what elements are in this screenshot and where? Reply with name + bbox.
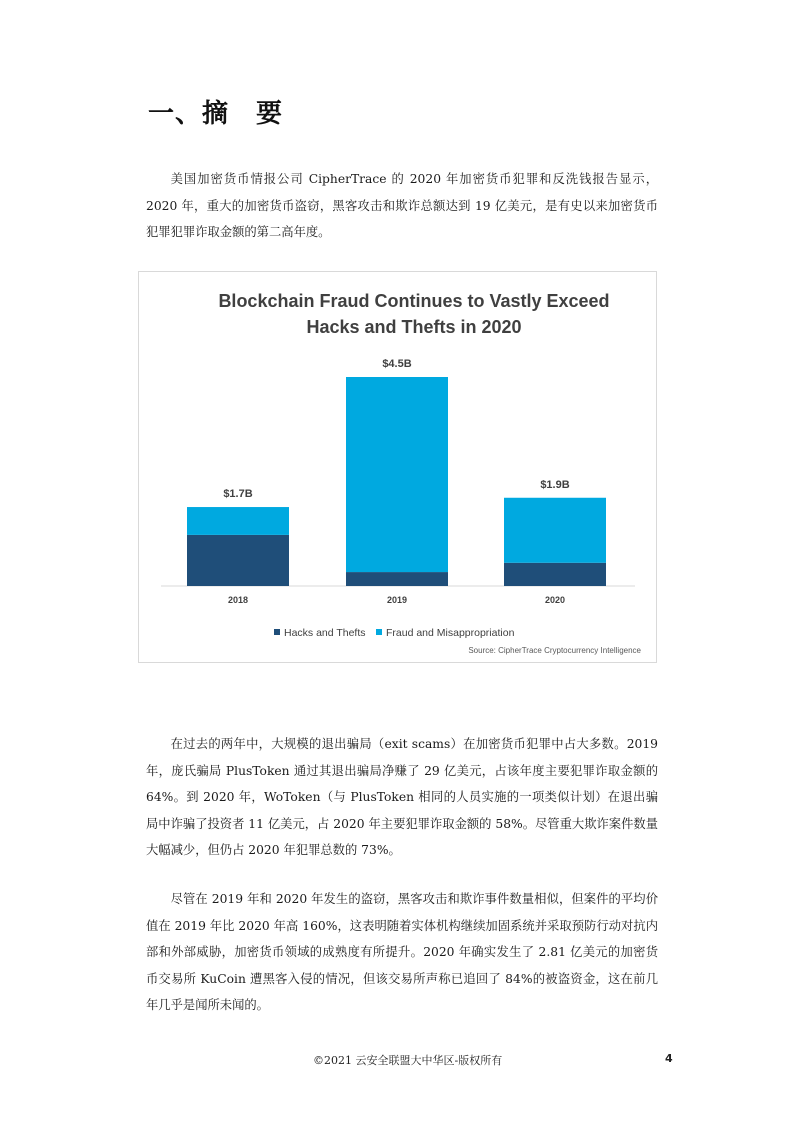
paragraph-3: 尽管在 2019 年和 2020 年发生的盗窃，黑客攻击和欺诈事件数量相似，但案件的平均价值在 2019 年比 2020 年高 160%，这表明随着实体机构继续加固系统并采取预防行动对抗内部和外部威胁，加密货币领域的成熟度有所提升。2020 年确实发生了 2.81 亿美元的加密货币交易所 KuCoin 遭黑客入侵的情况，但该交易所声称已追回了 84%的被盗资金，这在前几年几乎是闻所未闻的。	[146, 892, 658, 1012]
bar-2018-hacks	[187, 535, 289, 586]
x-tick-2019: 2019	[386, 595, 408, 605]
bar-2019-hacks	[346, 572, 448, 586]
paragraph-1: 美国加密货币情报公司 CipherTrace 的 2020 年加密货币犯罪和反洗钱报告显示，2020 年，重大的加密货币盗窃，黑客攻击和欺诈总额达到 19 亿美元，是有史以来加密货币犯罪犯罪诈取金额的第二高年度。	[146, 172, 658, 239]
chart-canvas	[139, 272, 656, 662]
legend-label-fraud: Fraud and Misappropriation	[386, 627, 515, 639]
chart-source: Source: CipherTrace Cryptocurrency Intelligence	[468, 646, 641, 655]
bar-2020-hacks	[504, 563, 606, 586]
legend-label-hacks: Hacks and Thefts	[284, 627, 366, 639]
bar-2018-fraud	[187, 507, 289, 535]
x-tick-2020: 2020	[544, 595, 566, 605]
x-tick-2018: 2018	[227, 595, 249, 605]
bar-2020-fraud	[504, 498, 606, 563]
page-number: 4	[665, 1052, 673, 1065]
legend-swatch-hacks	[274, 629, 280, 635]
paragraph-2: 在过去的两年中，大规模的退出骗局（exit scams）在加密货币犯罪中占大多数。2019 年，庞氏骗局 PlusToken 通过其退出骗局净赚了 29 亿美元，占该年度主要犯罪诈取金额的 64%。到 2020 年，WoToken（与 PlusToken 相同的人员实施的一项类似计划）在退出骗局中诈骗了投资者 11 亿美元，占 2020 年主要犯罪诈取金额的 58%。尽管重大欺诈案件数量大幅减少，但仍占 2020 年犯罪总数的 73%。	[146, 737, 658, 857]
chart-title-line-2: Hacks and Thefts in 2020	[306, 317, 522, 337]
legend-swatch-fraud	[376, 629, 382, 635]
footer-copyright: ©2021 云安全联盟大中华区-版权所有	[313, 1054, 503, 1067]
total-label-2018: $1.7B	[223, 488, 253, 501]
total-label-2020: $1.9B	[540, 478, 570, 491]
bar-2019-fraud	[346, 377, 448, 572]
total-label-2019: $4.5B	[382, 358, 412, 370]
chart-title-line-1: Blockchain Fraud Continues to Vastly Exceed	[218, 291, 610, 311]
fraud-chart	[138, 271, 657, 663]
section-heading: 一、摘 要	[148, 99, 284, 129]
